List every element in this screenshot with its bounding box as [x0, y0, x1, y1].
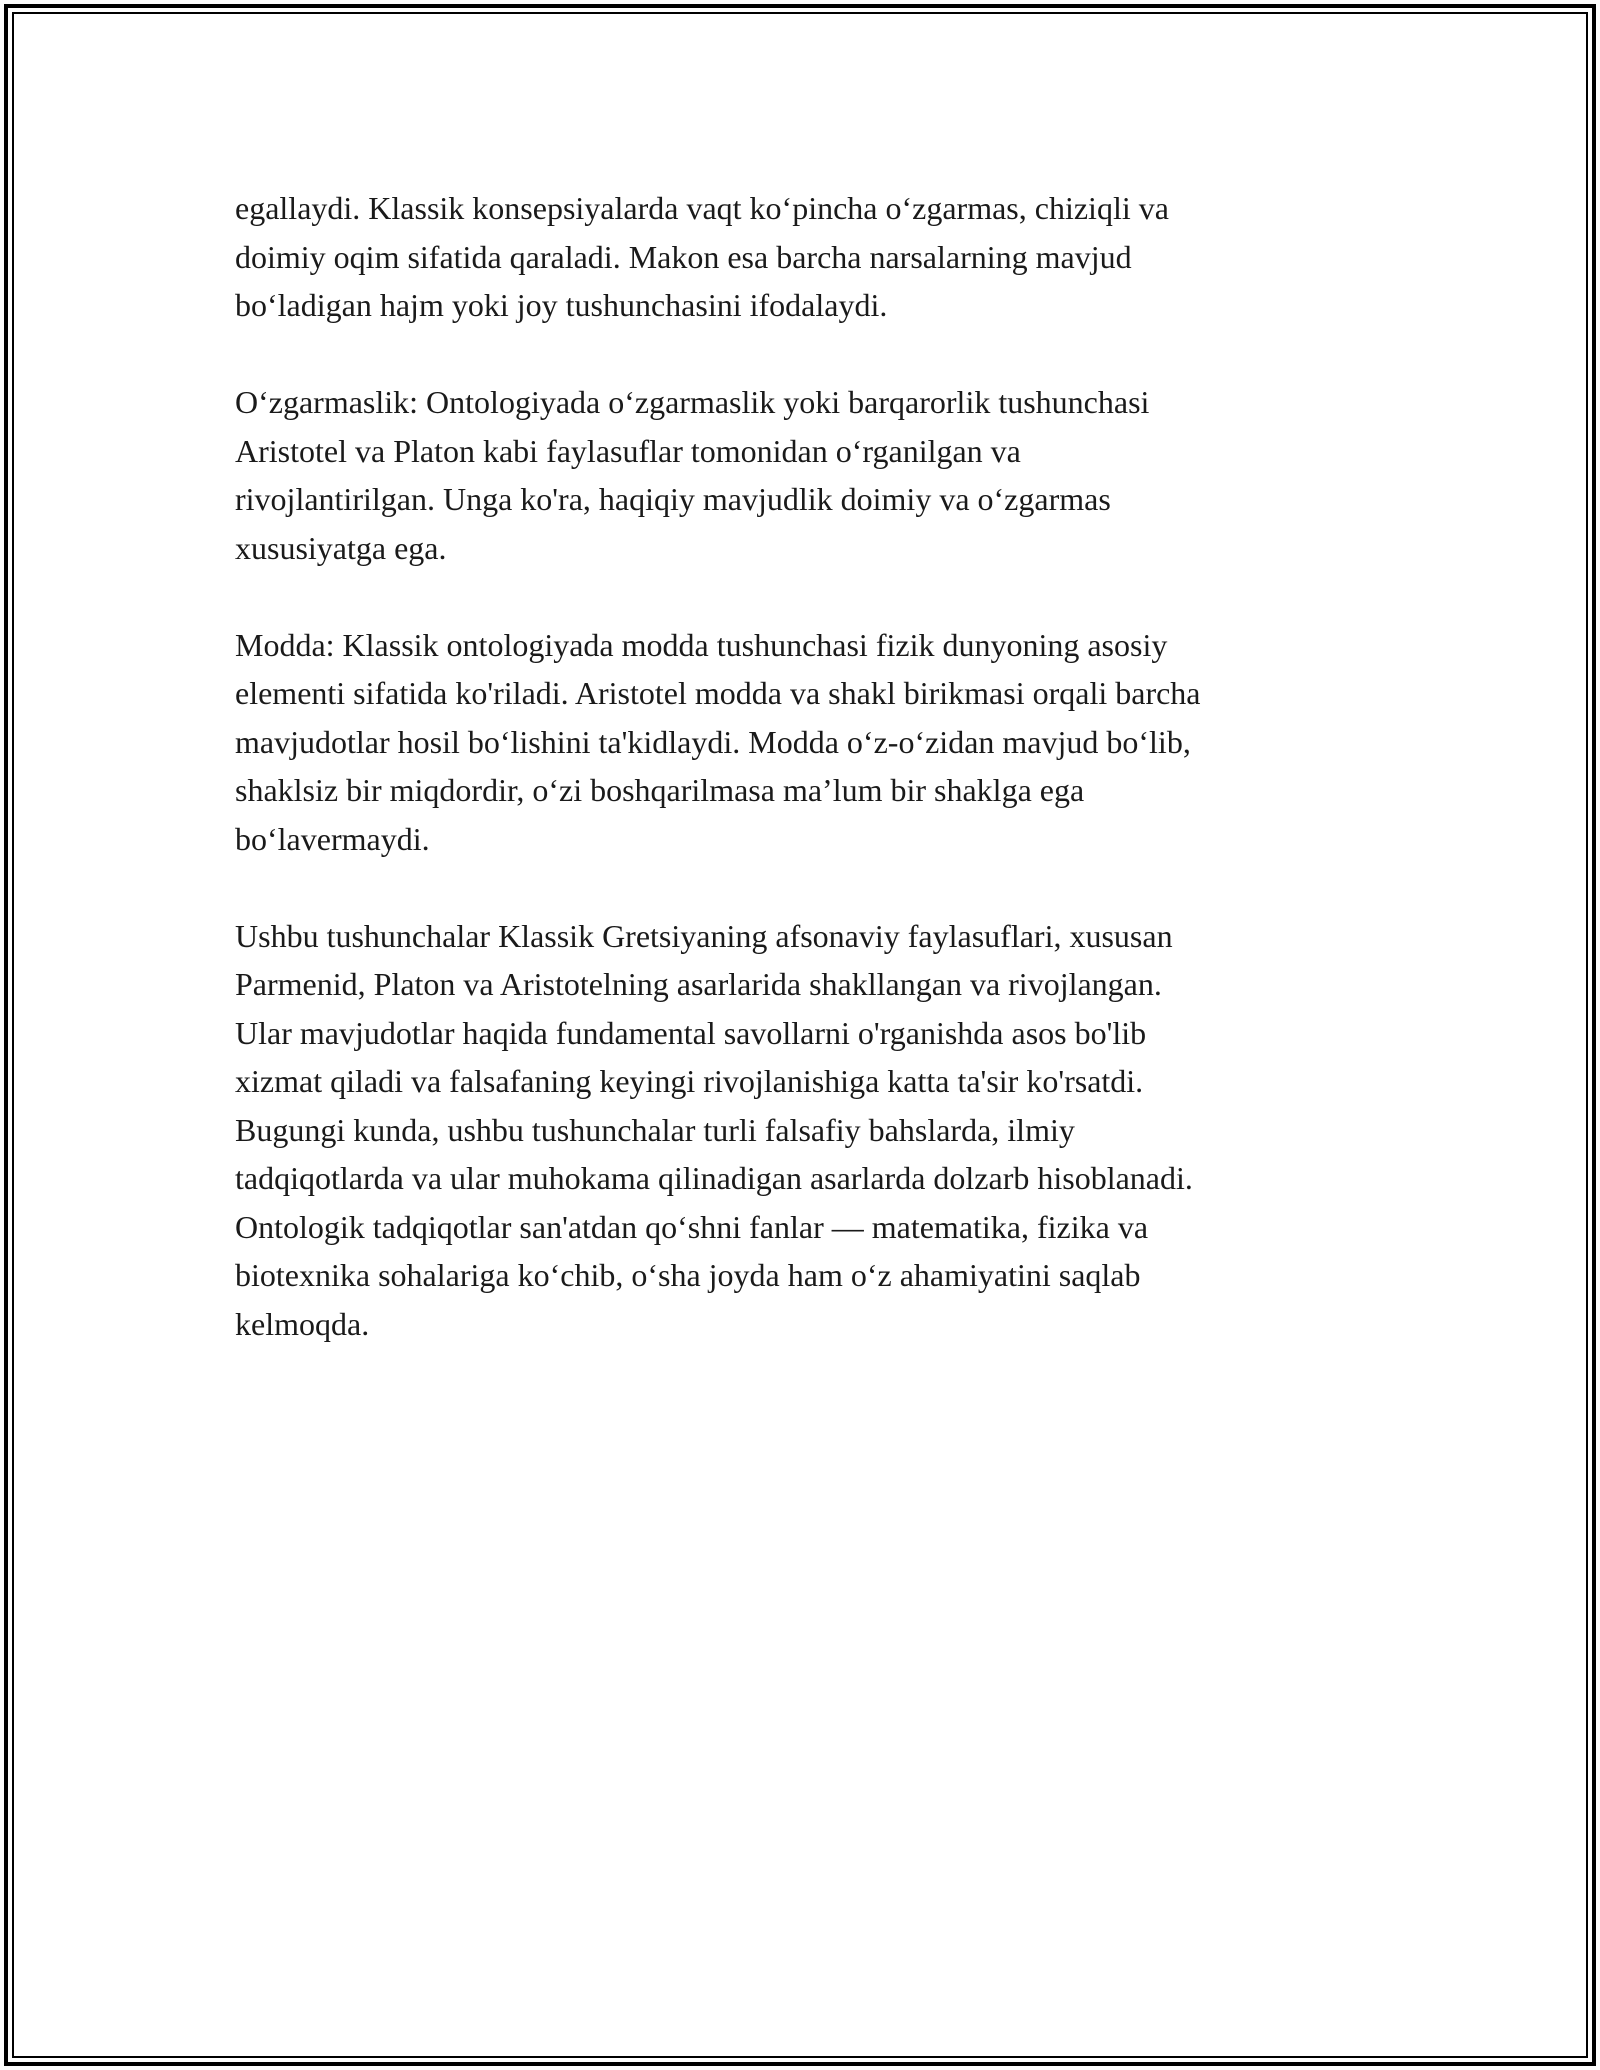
paragraph-matter: Modda: Klassik ontologiyada modda tushunchasi fizik dunyoning asosiy elementi sifatida ko'riladi. Aristotel modda va shakl birikmasi orqali barcha mavjudotlar hosil bo‘lishini ta'kidlaydi. Modda o‘z-o‘zidan mavjud bo‘lib, shaklsiz bir miqdordir, o‘zi boshqarilmasa ma’lum bir shaklga ega bo‘lavermaydi.	[235, 626, 1201, 857]
paragraph-immutability: O‘zgarmaslik: Ontologiyada o‘zgarmaslik yoki barqarorlik tushunchasi Aristotel va Platon kabi faylasuflar tomonidan o‘rganilgan va rivojlantirilgan. Unga ko'ra, haqiqiy mavjudlik doimiy va o‘zgarmas xususiyatga ega.	[235, 384, 1150, 566]
paragraph-time-space: egallaydi. Klassik konsepsiyalarda vaqt ko‘pincha o‘zgarmas, chiziqli va doimiy oqim sifatida qaraladi. Makon esa barcha narsalarning mavjud bo‘ladigan hajm yoki joy tushunchasini ifodalaydi.	[235, 190, 1169, 323]
document-body	[235, 184, 1375, 1397]
paragraph-conclusion: Ushbu tushunchalar Klassik Gretsiyaning afsonaviy faylasuflari, xususan Parmenid, Platon va Aristotelning asarlarida shakllangan va rivojlangan. Ular mavjudotlar haqida fundamental savollarni o'rganishda asos bo'lib xizmat qiladi va falsafaning keyingi rivojlanishiga katta ta'sir ko'rsatdi. Bugungi kunda, ushbu tushunchalar turli falsafiy bahslarda, ilmiy tadqiqotlarda va ular muhokama qilinadigan asarlarda dolzarb hisoblanadi. Ontologik tadqiqotlar san'atdan qo‘shni fanlar — matematika, fizika va biotexnika sohalariga ko‘chib, o‘sha joyda ham o‘z ahamiyatini saqlab kelmoqda.	[235, 917, 1193, 1342]
